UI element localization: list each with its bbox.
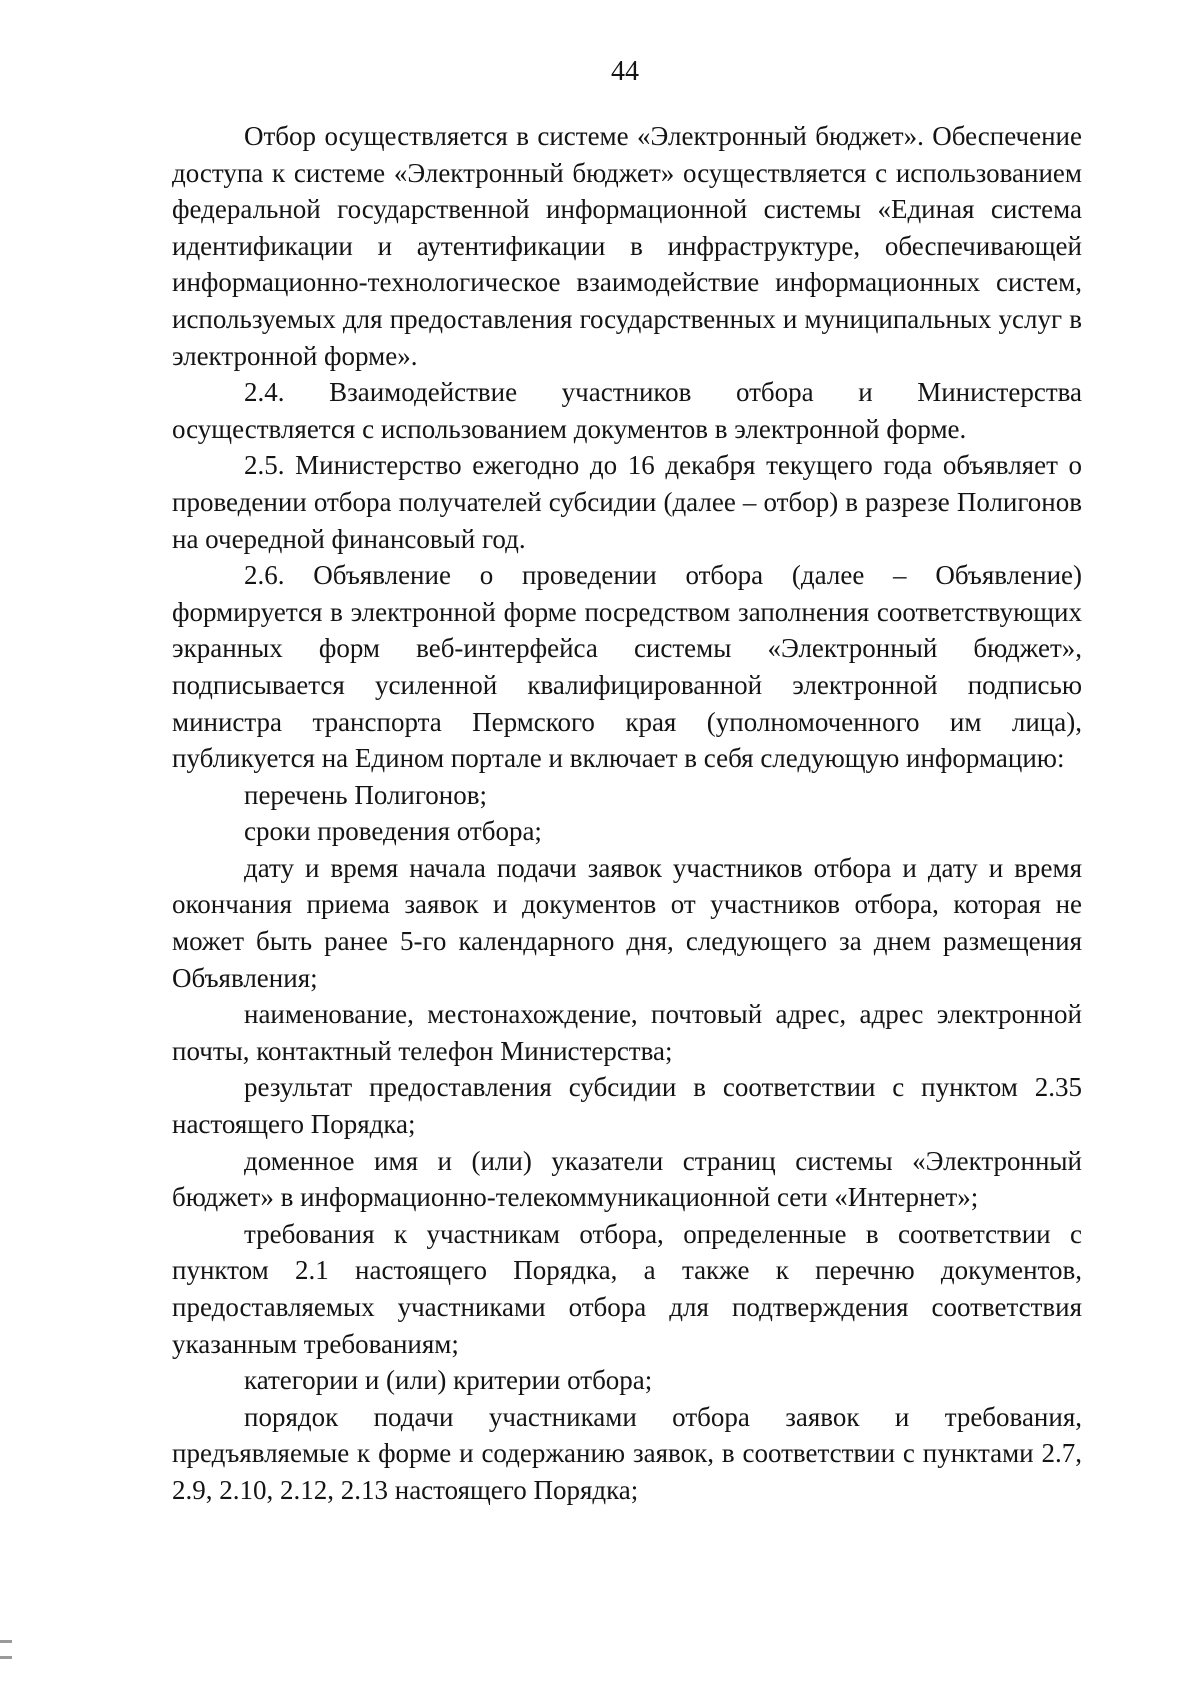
list-item-ministry-contacts: наименование, местонахождение, почтовый адрес, адрес электронной почты, контактный телефон Министерства;: [172, 999, 1082, 1066]
page-number: 44: [611, 56, 639, 87]
scan-edge-mark: [0, 1656, 12, 1659]
list-item-polygons: перечень Полигонов;: [244, 779, 487, 810]
paragraph-2-4: 2.4. Взаимодействие участников отбора и Министерства осуществляется с использованием документов в электронной форме.: [172, 377, 1082, 444]
list-item-subsidy-result: результат предоставления субсидии в соответствии с пунктом 2.35 настоящего Порядка;: [172, 1072, 1082, 1140]
paragraph-2-5: 2.5. Министерство ежегодно до 16 декабря текущего года объявляет о проведении отбора получателей субсидии (далее – отбор) в разрезе Полигонов на очередной финансовый год.: [172, 450, 1082, 554]
scan-edge-mark: [0, 1640, 12, 1643]
list-item-participant-requirements: требования к участникам отбора, определенные в соответствии с пунктом 2.1 настоящего Порядка, а также к перечню документов, предоставляемых участниками отбора для подтверждения соответствия указанным требованиям;: [172, 1218, 1082, 1359]
paragraph-electronic-budget: Отбор осуществляется в системе «Электронный бюджет». Обеспечение доступа к системе «Электронный бюджет» осуществляется с использованием федеральной государственной информационной системы «Единая система идентификации и аутентификации в инфраструктуре, обеспечивающей информационно-технологическое взаимодействие информационных систем, используемых для предоставления государственных и муниципальных услуг в электронной форме».: [172, 121, 1082, 371]
list-item-selection-dates: сроки проведения отбора;: [244, 816, 542, 847]
paragraph-2-6: 2.6. Объявление о проведении отбора (далее – Объявление) формируется в электронной форме посредством заполнения соответствующих экранных форм веб-интерфейса системы «Электронный бюджет», подписывается усиленной квалифицированной электронной подписью министра транспорта Пермского края (уполномоченного им лица), публикуется на Едином портале и включает в себя следующую информацию:: [172, 560, 1082, 774]
list-item-domain-name: доменное имя и (или) указатели страниц системы «Электронный бюджет» в информационно-телекоммуникационной сети «Интернет»;: [172, 1145, 1082, 1213]
list-item-selection-criteria: категории и (или) критерии отбора;: [244, 1365, 653, 1396]
list-item-application-procedure: порядок подачи участниками отбора заявок и требования, предъявляемые к форме и содержанию заявок, в соответствии с пунктами 2.7, 2.9, 2.10, 2.12, 2.13 настоящего Порядка;: [172, 1401, 1082, 1505]
document-body: [172, 118, 1082, 1509]
list-item-application-dates: дату и время начала подачи заявок участников отбора и дату и время окончания приема заявок и документов от участников отбора, которая не может быть ранее 5-го календарного дня, следующего за днем размещения Объявления;: [172, 852, 1082, 993]
